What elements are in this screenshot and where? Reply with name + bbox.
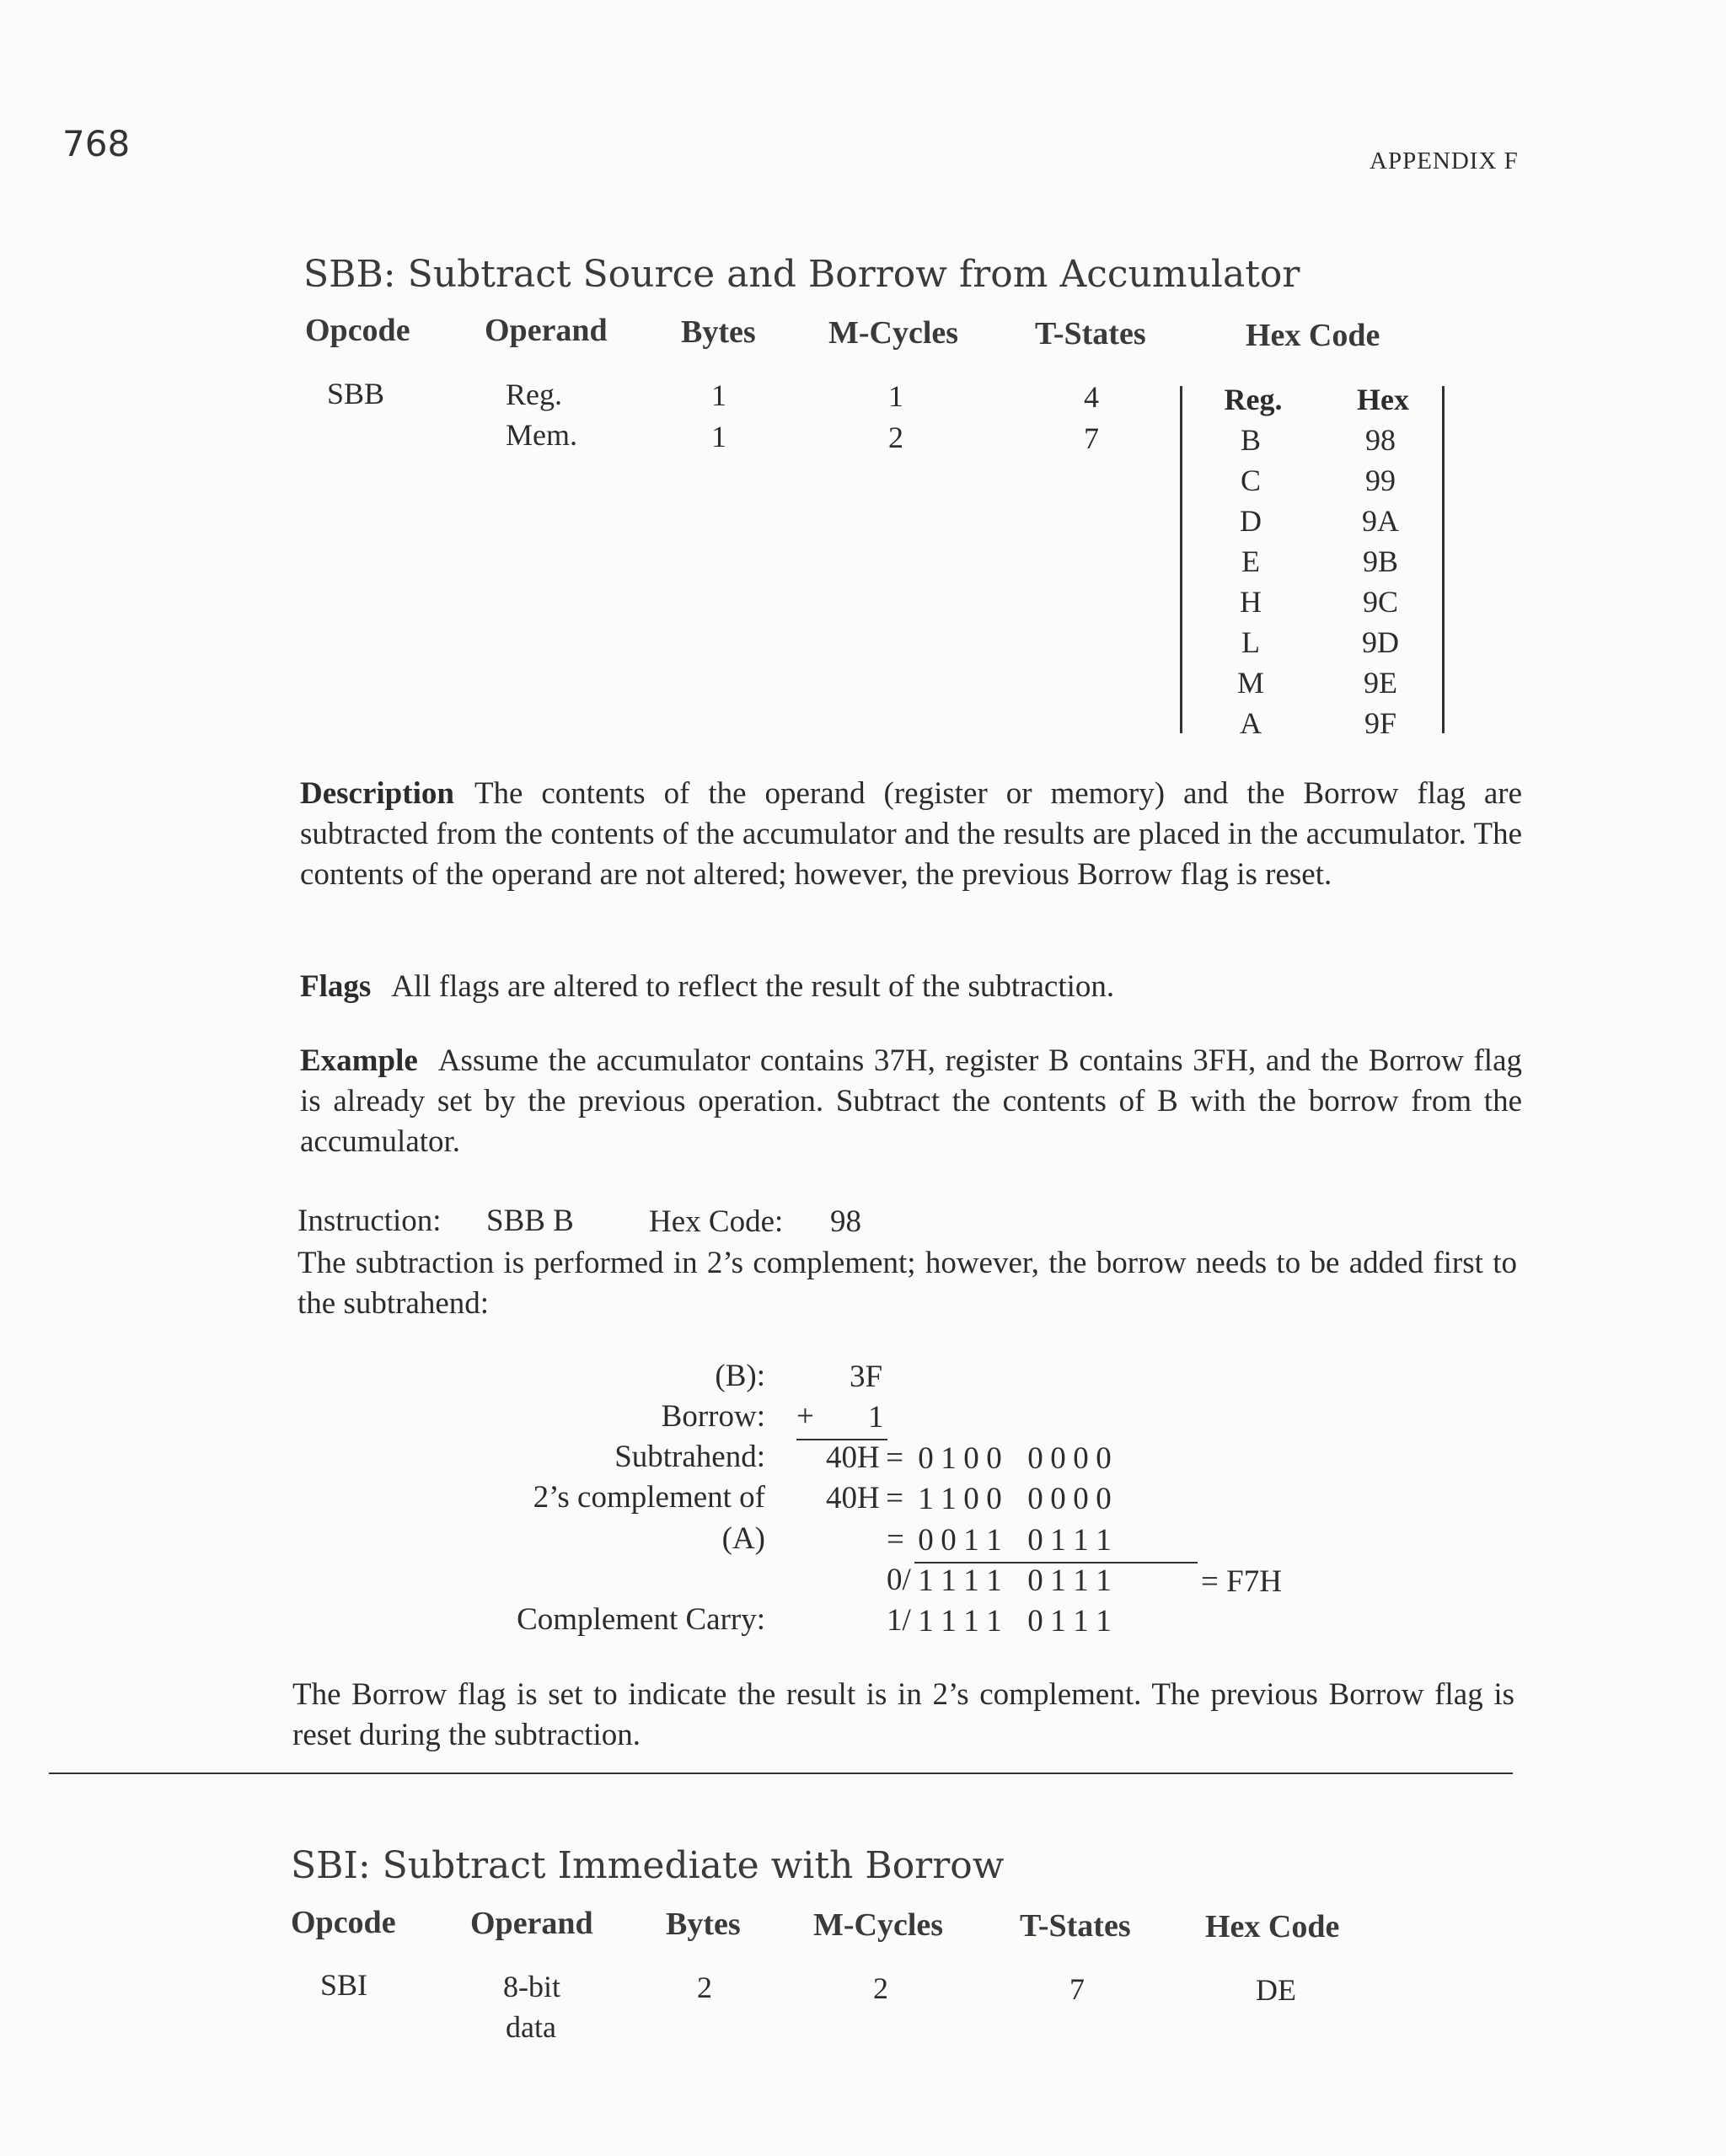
col-hexcode: Hex Code	[1246, 318, 1380, 353]
cell-tstates: 7	[1084, 421, 1099, 455]
cell-mcycles: 1	[888, 379, 903, 413]
hexcode-value: 98	[830, 1204, 861, 1239]
hex-reg: H	[1240, 585, 1262, 619]
closing-paragraph: The Borrow flag is set to indicate the result is in 2’s complement. The previous Borrow flag is reset during the subtraction.	[292, 1677, 1514, 1752]
col-operand: Operand	[470, 1906, 593, 1941]
sum-bits: 1 1 1 1 0 1 1 1	[918, 1563, 1112, 1598]
carry-bits: 1 1 1 1 0 1 1 1	[918, 1604, 1112, 1638]
section-divider	[49, 1773, 1513, 1774]
hex-value: 9F	[1364, 706, 1397, 740]
hex-table-right-rule	[1442, 386, 1445, 733]
arith-a-label: (A)	[721, 1521, 765, 1556]
col-bytes: Bytes	[681, 314, 756, 350]
cell-operand-line1: 8-bit	[503, 1970, 560, 2003]
cell-operand: Mem.	[506, 418, 577, 452]
hex-reg: L	[1241, 625, 1260, 659]
a-bits: 0 0 1 1 0 1 1 1	[918, 1523, 1112, 1558]
hex-reg: D	[1240, 504, 1262, 538]
arith-subtrahend-label: Subtrahend:	[614, 1440, 765, 1474]
hex-value: 9D	[1362, 625, 1399, 659]
flags-label: Flags	[300, 969, 372, 1004]
flags-paragraph	[300, 967, 1522, 1007]
page-number: 768	[62, 123, 131, 164]
hex-reg: B	[1240, 423, 1262, 457]
cell-mcycles: 2	[888, 421, 903, 454]
cell-opcode: SBB	[327, 377, 385, 410]
hexcode-label: Hex Code:	[649, 1204, 784, 1239]
hex-reg: A	[1240, 706, 1262, 740]
hex-table-hex-header: Hex	[1357, 383, 1409, 416]
example-paragraph	[300, 1041, 1522, 1162]
col-mcycles: M-Cycles	[828, 315, 959, 351]
col-opcode: Opcode	[305, 313, 410, 348]
arith-twos-label: 2’s complement of	[533, 1480, 765, 1515]
hex-value: 99	[1365, 464, 1396, 497]
description-text: The contents of the operand (register or memory) and the Borrow flag are subtracted from the contents of the accumulator and the results are placed in the accumulator. The contents of the operand are not altered; however, the previous Borrow flag is reset.	[300, 776, 1522, 892]
col-hexcode: Hex Code	[1205, 1909, 1340, 1944]
col-tstates: T-States	[1020, 1908, 1131, 1944]
col-tstates: T-States	[1035, 316, 1146, 351]
cell-tstates: 7	[1069, 1972, 1085, 2006]
subtraction-note: The subtraction is performed in 2’s complement; however, the borrow needs to be added first to the subtrahend:	[297, 1246, 1517, 1321]
arith-borrow-label: Borrow:	[661, 1399, 765, 1434]
hex-value: 98	[1365, 423, 1396, 457]
instruction-value: SBB B	[486, 1204, 574, 1238]
cell-opcode: SBI	[320, 1968, 368, 2002]
cell-hexcode: DE	[1256, 1973, 1296, 2007]
col-mcycles: M-Cycles	[813, 1907, 944, 1943]
cell-bytes: 1	[711, 378, 726, 412]
cell-bytes: 1	[711, 420, 726, 453]
arith-sum-prefix: 0/	[887, 1563, 911, 1597]
arith-plus: +	[796, 1399, 814, 1434]
col-bytes: Bytes	[666, 1907, 741, 1942]
hex-table-reg-header: Reg.	[1224, 383, 1283, 416]
sbi-section-title: SBI: Subtract Immediate with Borrow	[291, 1844, 1005, 1887]
example-label: Example	[300, 1043, 418, 1078]
arith-b-value: 3F	[850, 1360, 883, 1394]
arith-subtrahend-prefix: 40H =	[826, 1440, 903, 1475]
arith-twos-prefix: 40H =	[826, 1481, 903, 1515]
hex-value: 9A	[1362, 504, 1399, 538]
col-operand: Operand	[485, 313, 608, 348]
arith-carry-prefix: 1/	[887, 1603, 911, 1638]
hex-value: 9E	[1364, 666, 1397, 700]
arith-b-label: (B):	[715, 1359, 765, 1393]
cell-tstates: 4	[1084, 380, 1099, 414]
flags-text: All flags are altered to reflect the result of the subtraction.	[391, 969, 1115, 1004]
arith-sum-result: = F7H	[1201, 1564, 1282, 1599]
hex-table-left-rule	[1180, 386, 1182, 733]
hex-reg: E	[1241, 544, 1260, 578]
instruction-label: Instruction:	[297, 1204, 442, 1238]
arith-a-prefix: =	[887, 1522, 904, 1557]
cell-operand-line2: data	[506, 2010, 556, 2044]
arith-borrow-value: 1	[868, 1400, 884, 1435]
sbb-section-title: SBB: Subtract Source and Borrow from Accumulator	[303, 253, 1300, 296]
hex-value: 9C	[1362, 585, 1399, 619]
twos-bits: 1 1 0 0 0 0 0 0	[918, 1482, 1112, 1516]
running-head: APPENDIX F	[1370, 147, 1519, 174]
example-text: Assume the accumulator contains 37H, register B contains 3FH, and the Borrow flag is already set by the previous operation. Subtract the contents of B with the borrow from the accumulator.	[300, 1043, 1522, 1159]
description-label: Description	[300, 776, 454, 811]
col-opcode: Opcode	[291, 1905, 396, 1940]
description-paragraph	[300, 774, 1522, 895]
arith-carry-label: Complement Carry:	[517, 1602, 765, 1637]
hex-reg: C	[1240, 464, 1262, 497]
cell-operand: Reg.	[506, 378, 562, 411]
hex-value: 9B	[1362, 544, 1399, 578]
hex-reg: M	[1236, 666, 1265, 700]
subtrahend-bits: 0 1 0 0 0 0 0 0	[918, 1441, 1112, 1476]
cell-bytes: 2	[697, 1971, 712, 2004]
cell-mcycles: 2	[873, 1971, 888, 2005]
